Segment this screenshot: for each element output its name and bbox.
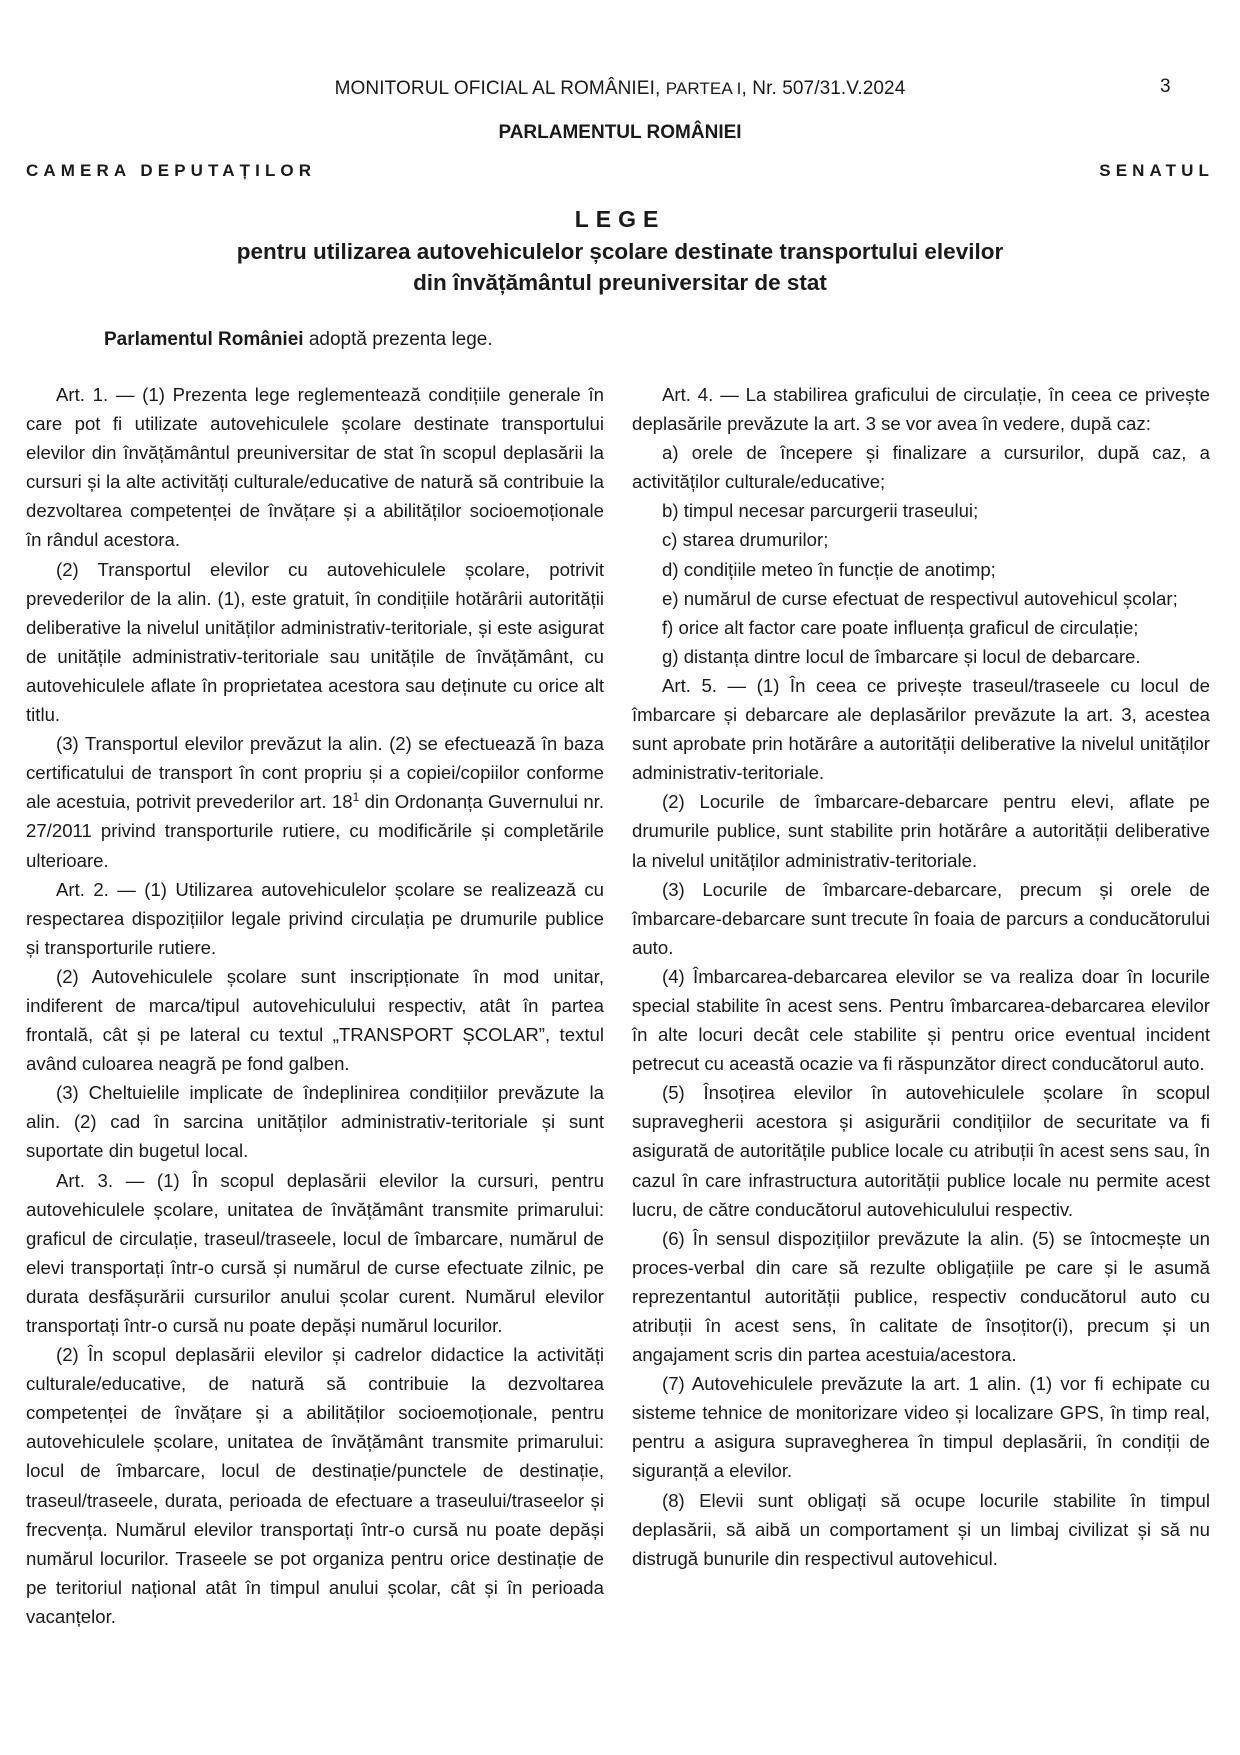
article-5-para-2: (2) Locurile de îmbarcare-debarcare pentru elevi, aflate pe drumurile publice, sunt stabilite prin hotărâre a autorității deliberative la nivelul unităților administrativ-teritoriale. (632, 791, 1210, 871)
article-4-intro: Art. 4. — La stabilirea graficului de circulație, în ceea ce privește deplasările prevăzute la art. 3 se vor avea în vedere, după caz: (632, 384, 1210, 435)
article-3-para-1: Art. 3. — (1) În scopul deplasării elevilor la cursuri, pentru autovehiculele școlare, unitatea de învățământ transmite primarului: graficul de circulație, traseul/traseele, locul de îmbarcare, numărul de elevi transportați într-o cursă și numărul de curse efectuate zilnic, pe durata desfășurării cursurilor anului școlar curent. Numărul elevilor transportați într-o cursă nu poate depăși numărul locurilor. (26, 1169, 604, 1336)
article-4-item-c: c) starea drumurilor; (662, 529, 829, 551)
chamber-senate: SENATUL (1099, 161, 1214, 180)
article-1-para-3-text-end: din Ordonanța Guvernului nr. 27/2011 privind transporturile rutiere, cu modificările și completările ulterioare. (26, 791, 604, 871)
right-column (632, 380, 1210, 1573)
gazette-part: PARTEA I (665, 79, 742, 98)
article-1-para-3 (26, 729, 604, 874)
law-label: LEGE (574, 206, 666, 232)
article-1-para-3-text: (3) Transportul elevilor prevăzut la alin. (2) se efectuează în baza certificatului de transport în cont propriu și a copiei/copiilor conforme ale acestuia, potrivit prevederilor art. 18 (26, 733, 604, 813)
article-4-item-e: e) numărul de curse efectuat de respectivul autovehicul școlar; (662, 587, 1178, 609)
running-header (0, 78, 1240, 100)
article-5-para-7: (7) Autovehiculele prevăzute la art. 1 alin. (1) vor fi echipate cu sisteme tehnice de monitorizare video și localizare GPS, în timp real, pentru a asigura supravegherea în timpul deplasării, în condiții de siguranță a elevilor. (632, 1373, 1210, 1482)
article-4-item-a: a) orele de începere și finalizare a cursurilor, după caz, a activităților culturale/educative; (632, 442, 1210, 493)
article-1-para-2: (2) Transportul elevilor cu autovehiculele școlare, potrivit prevederilor de la alin. (1), este gratuit, în condițiile hotărârii autorității deliberative la nivelul unităților administrativ-teritoriale, și este asigurat de unitățile administrativ-teritoriale sau unitățile de învățământ, cu autovehiculele aflate în proprietatea acestora sau deținute cu orice alt titlu. (26, 558, 604, 726)
preamble (104, 329, 493, 351)
left-column (26, 380, 604, 1631)
article-5-para-8: (8) Elevii sunt obligați să ocupe locurile stabilite în timpul deplasării, să aibă un comportament și un limbaj civilizat și să nu distrugă bunurile din respectivul autovehicul. (632, 1489, 1210, 1569)
article-5-para-1: Art. 5. — (1) În ceea ce privește traseul/traseele cu locul de îmbarcare și debarcare ale deplasărilor prevăzute la art. 3, acestea sunt aprobate prin hotărâre a autorității deliberative la nivelul unităților administrativ-teritoriale. (632, 674, 1210, 784)
article-2-para-3: (3) Cheltuielile implicate de îndeplinirea condițiilor prevăzute la alin. (2) cad în sarcina unităților administrativ-teritoriale și sunt suportate din bugetul local. (26, 1082, 604, 1162)
article-1-para-1: Art. 1. — (1) Prezenta lege reglementează condițiile generale în care pot fi utilizate autovehiculele școlare destinate transportului elevilor din învățământul preuniversitar de stat în scopul deplasării la cursuri și la alte activități culturale/educative de natură să contribuie la dezvoltarea competenței de învățare și a abilităților socioemoționale în rândul acestora. (26, 384, 604, 551)
preamble-text: adoptă prezenta lege. (303, 329, 493, 350)
article-5-para-6: (6) În sensul dispozițiilor prevăzute la alin. (5) se întocmește un proces-verbal din care să rezulte obligațiile pe care și le asumă reprezentantul autorității publice, respectiv conducătorul auto cu atribuții în acest sens, în calitate de însoțitor(i), precum și un angajament scris din partea acestuia/acestora. (632, 1227, 1210, 1366)
article-4-item-g: g) distanța dintre locul de îmbarcare și locul de debarcare. (662, 645, 1141, 667)
footnote-superscript: 1 (352, 790, 360, 805)
article-4-item-b: b) timpul necesar parcurgerii traseului; (662, 500, 979, 522)
gazette-issue: , Nr. 507/31.V.2024 (741, 78, 906, 99)
article-5-para-5: (5) Însoțirea elevilor în autovehiculele școlare în scopul supravegherii acestora și asigurării condițiilor de securitate va fi asigurată de autoritățile publice locale cu atribuții în acest sens sau, în cazul în care infrastructura autorității publice locale nu permite acest lucru, de către conducătorul autovehiculului respectiv. (632, 1082, 1210, 1220)
article-2-para-1: Art. 2. — (1) Utilizarea autovehiculelor școlare se realizează cu respectarea dispozițiilor legale privind circulația pe drumurile publice și transporturile rutiere. (26, 878, 604, 958)
parliament-heading: PARLAMENTUL ROMÂNIEI (498, 122, 742, 143)
chamber-deputies: CAMERA DEPUTAȚILOR (26, 161, 317, 180)
article-3-para-2: (2) În scopul deplasării elevilor și cadrelor didactice la activități culturale/educative, de natură să contribuie la dezvoltarea competenței de învățare și a abilităților socioemoționale, pentru autovehiculele școlare, unitatea de învățământ transmite primarului: locul de îmbarcare, locul de destinație/punctele de destinație, traseul/traseele, durata, perioada de efectuare a traseului/traseelor și frecvența. Numărul elevilor transportați într-o cursă nu poate depăși numărul locurilor. Traseele se pot organiza pentru orice destinație de pe teritoriul național atât în timpul anului școlar, cât și în perioada vacanțelor. (26, 1344, 604, 1627)
law-title-line-2: din învățământul preuniversitar de stat (413, 270, 827, 295)
article-5-para-3: (3) Locurile de îmbarcare-debarcare, precum și orele de îmbarcare-debarcare sunt trecute în foaia de parcurs a conducătorului auto. (632, 878, 1210, 958)
preamble-subject: Parlamentul României (104, 329, 304, 350)
gazette-name: MONITORUL OFICIAL AL ROMÂNIEI, (334, 78, 666, 99)
law-title-line-1: pentru utilizarea autovehiculelor școlare destinate transportului elevilor (236, 239, 1004, 264)
article-5-para-4: (4) Îmbarcarea-debarcarea elevilor se va realiza doar în locurile special stabilite în acest sens. Pentru îmbarcarea-debarcarea elevilor în alte locuri decât cele stabilite și pentru orice eventual incident petrecut cu această ocazie va fi răspunzător direct conducătorul auto. (632, 965, 1210, 1075)
article-4-item-d: d) condițiile meteo în funcție de anotimp; (662, 558, 996, 580)
law-title (120, 236, 1120, 298)
article-4-item-f: f) orice alt factor care poate influența graficul de circulație; (662, 616, 1139, 638)
article-2-para-2: (2) Autovehiculele școlare sunt inscripționate în mod unitar, indiferent de marca/tipul autovehiculului respectiv, atât în partea frontală, cât și pe lateral cu textul „TRANSPORT ȘCOLAR”, textul având culoarea neagră pe fond galben. (26, 965, 604, 1075)
page-number: 3 (1160, 76, 1171, 97)
